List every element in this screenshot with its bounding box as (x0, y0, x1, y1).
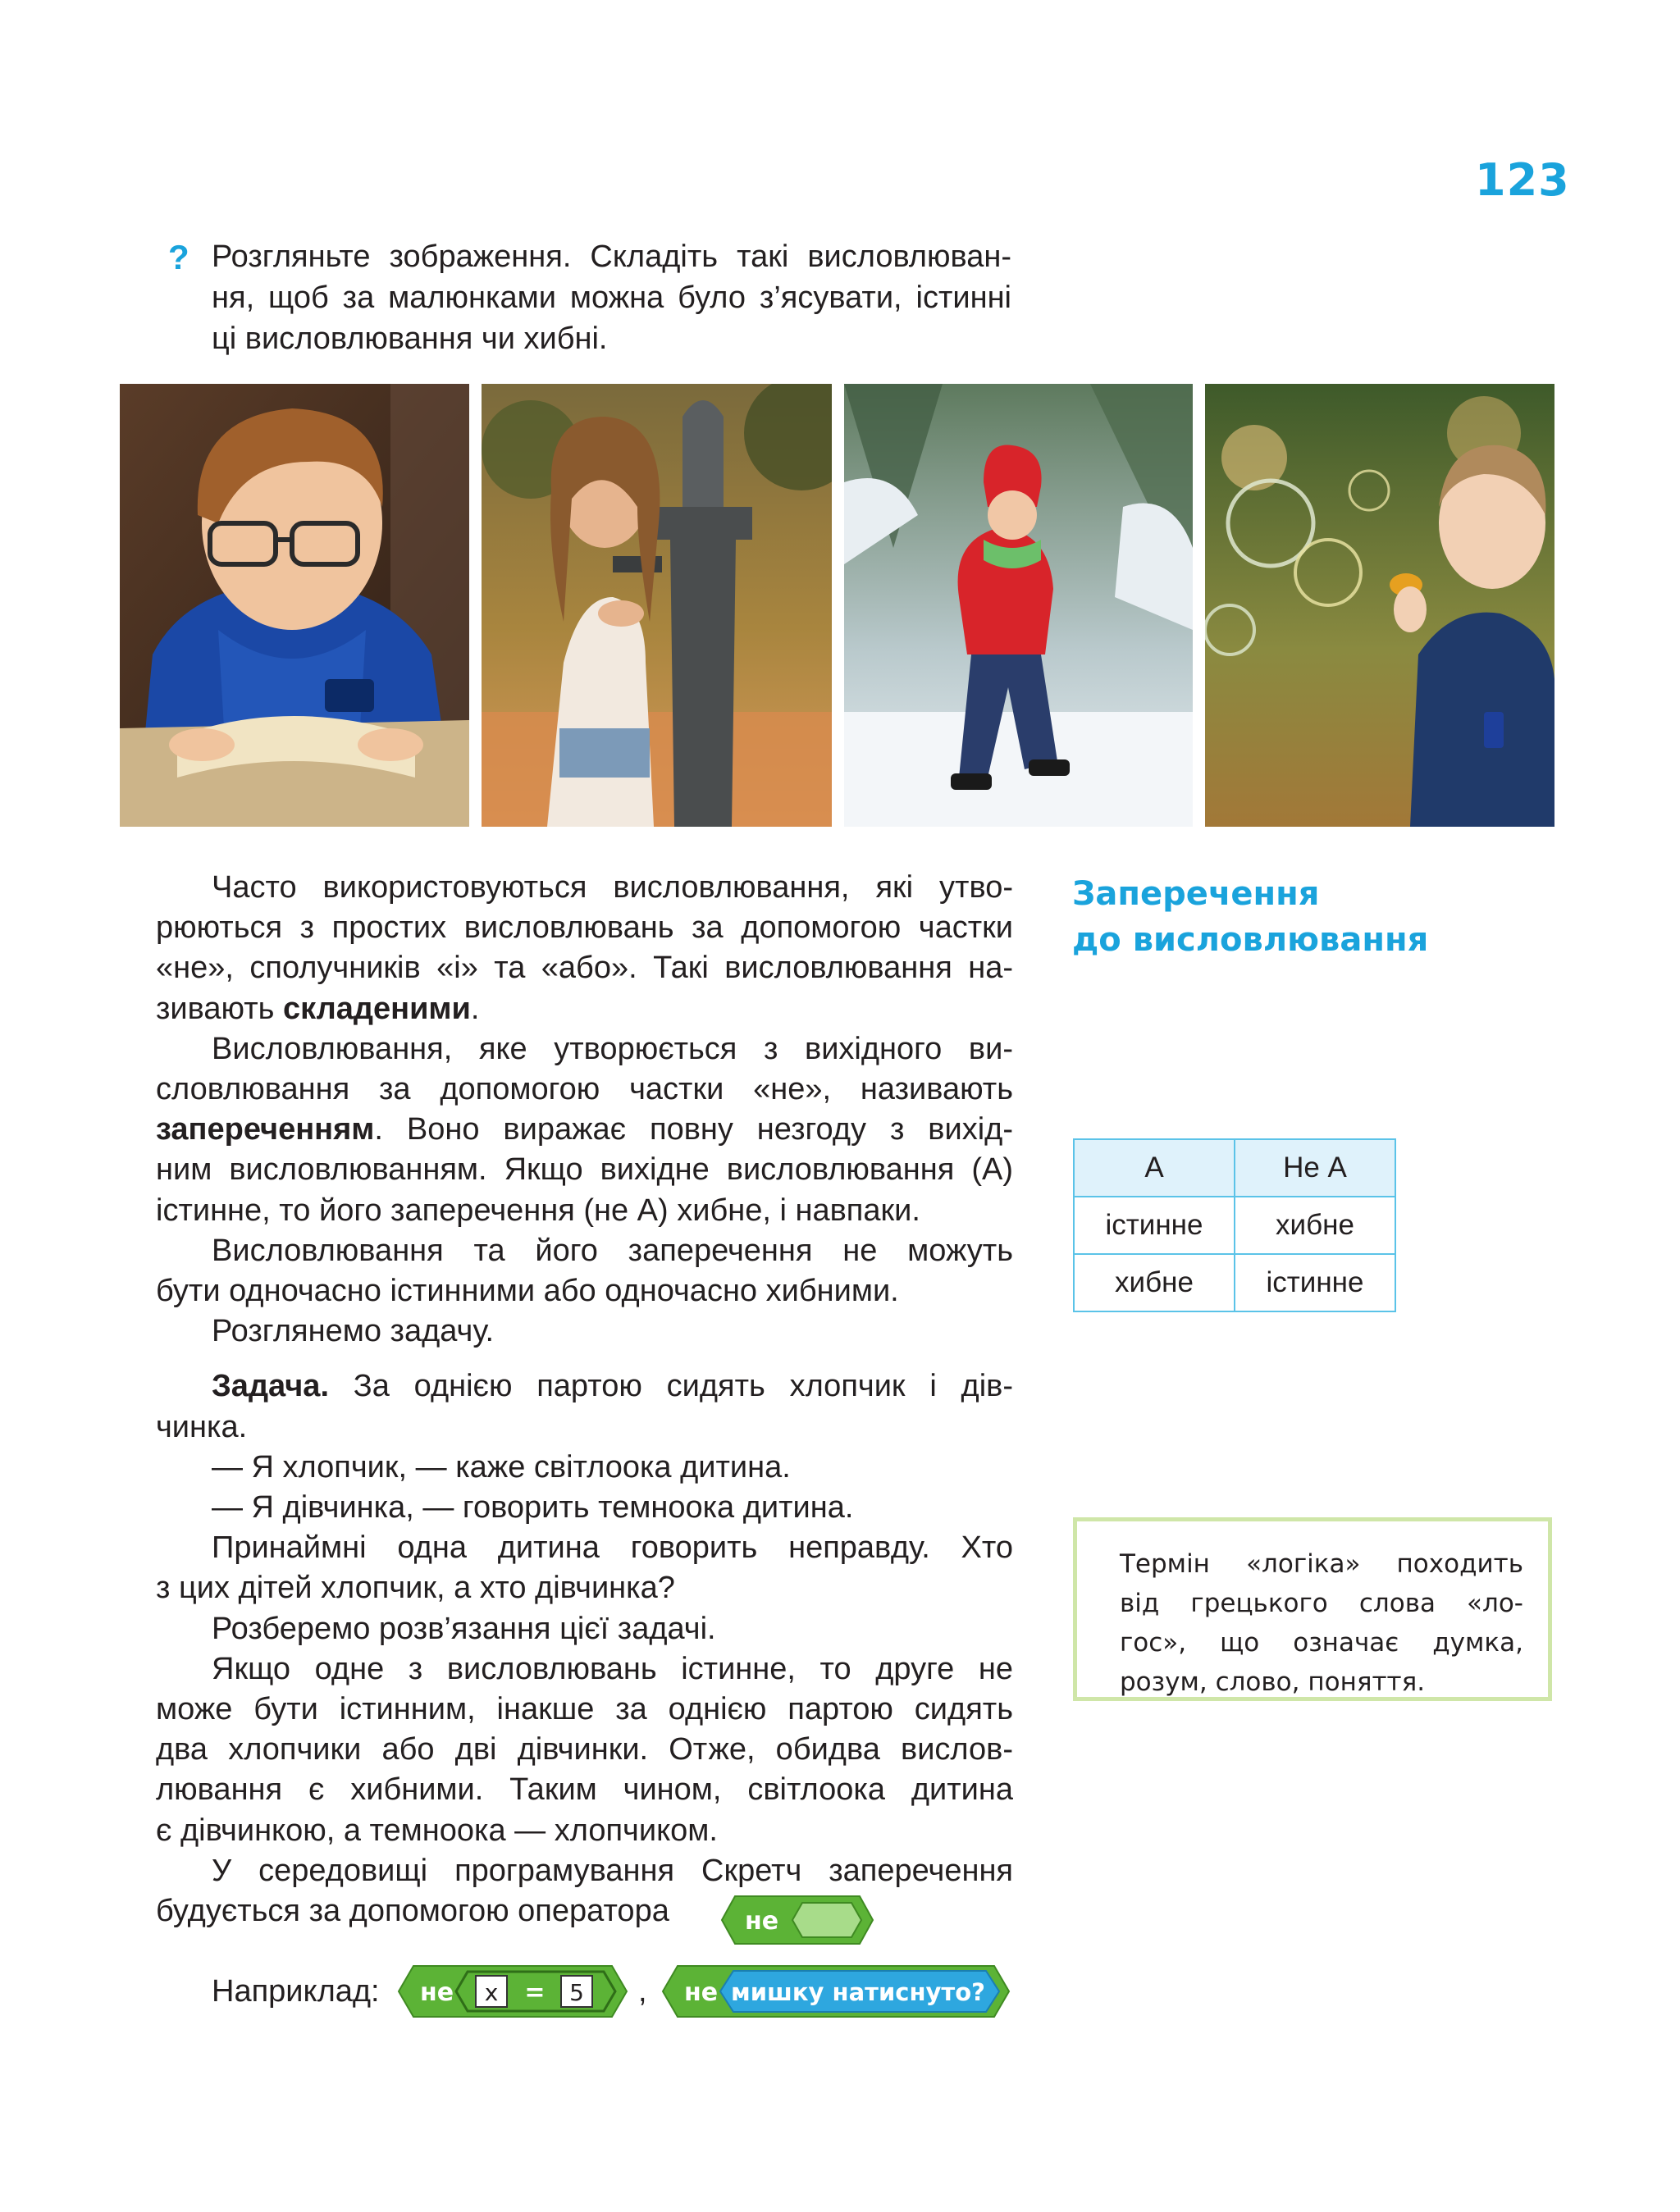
text-line: У середовищі програмування Скретч заперечення (212, 1853, 1013, 1888)
question-text (212, 236, 1011, 359)
note-line: гос», що означає думка, (1120, 1628, 1523, 1658)
table-header-cell: А (1074, 1139, 1235, 1197)
table-cell: істинне (1235, 1254, 1395, 1311)
text-line: Розглянемо задачу. (212, 1314, 495, 1349)
child-snow-photo (844, 384, 1193, 827)
paragraph-rule (156, 1231, 1013, 1311)
table-cell: хибне (1235, 1197, 1395, 1254)
text-line: Розберемо розв’язання цієї задачі. (212, 1611, 716, 1646)
text-line (156, 1366, 1013, 1407)
text-line: Висловлювання та його заперечення не можуть (212, 1233, 1013, 1268)
sidebar-heading-line: Заперечення (1072, 875, 1320, 913)
scratch-equals-sign: = (524, 1978, 546, 2007)
question-line: Розгляньте зображення. Складіть такі висловлюван- (212, 239, 1011, 274)
scratch-not-equals-block (397, 1964, 628, 2018)
table-header-cell: Не А (1235, 1139, 1395, 1197)
text-line: «не», сполучників «і» та «або». Такі висловлювання на- (156, 951, 1013, 986)
text-fragment: . (470, 991, 480, 1026)
text-fragment: будується за допомогою оператора (156, 1894, 669, 1929)
paragraph-intro-task (156, 1311, 1013, 1352)
text-line: чинка. (156, 1409, 248, 1444)
text-line: є дівчинкою, а темноока — хлопчиком. (156, 1813, 718, 1848)
question-mark-icon: ? (168, 238, 189, 276)
main-text (156, 868, 1013, 1932)
text-line: рюються з простих висловлювань за допомогою частки (156, 910, 1013, 946)
text-line: ним висловлюванням. Якщо вихідне висловлювання (А) (156, 1152, 1013, 1188)
sidebar-heading-line: до висловлювання (1072, 921, 1429, 959)
text-line: лювання є хибними. Таким чином, світлоока дитина (156, 1772, 1013, 1808)
scratch-empty-slot (792, 1903, 861, 1937)
page-number: 123 (1475, 154, 1570, 206)
note-line: Термін «логіка» походить (1120, 1549, 1523, 1579)
text-line: може бути істинним, інакше за однією партою сидять (156, 1692, 1013, 1727)
paragraph-compound (156, 868, 1013, 1029)
dialogue-line: — Я дівчинка, — говорить темноока дитина. (212, 1490, 854, 1526)
logic-term-note (1073, 1517, 1552, 1701)
text-line (156, 1891, 1013, 1932)
scratch-not-block (720, 1895, 874, 1945)
text-line (156, 989, 1013, 1029)
scratch-not-label: не (420, 1978, 454, 2007)
note-line: розум, слово, поняття. (1120, 1667, 1426, 1697)
text-line: Якщо одне з висловлювань істинне, то друге не (212, 1651, 1013, 1686)
text-fragment: зивають (156, 991, 283, 1026)
paragraph-negation (156, 1029, 1013, 1231)
text-line: бути одночасно істинними або одночасно хибними. (156, 1274, 899, 1309)
girl-fountain-photo (482, 384, 832, 827)
text-fragment: За однією партою сидять хлопчик і дів- (329, 1369, 1013, 1404)
text-line: Часто використовуються висловлювання, які утво- (212, 870, 1013, 905)
text-line: Принаймні одна дитина говорить неправду. Хто (212, 1530, 1013, 1566)
paragraph-task (156, 1366, 1013, 1932)
table-row (1074, 1254, 1395, 1311)
girl-bubbles-photo (1205, 384, 1554, 827)
term-negation: запереченням (156, 1112, 375, 1147)
text-line: істинне, то його заперечення (не А) хибне, і навпаки. (156, 1193, 920, 1228)
example-label: Наприклад: (212, 1974, 380, 2009)
table-cell: хибне (1074, 1254, 1235, 1311)
scratch-var-x: x (484, 1979, 499, 2006)
text-line (156, 1110, 1013, 1150)
question-line: ня, щоб за малюнками можна було з’ясувати, істинні (212, 280, 1011, 315)
table-cell: істинне (1074, 1197, 1235, 1254)
table-row (1074, 1197, 1395, 1254)
scratch-not-label: не (745, 1907, 779, 1936)
scratch-value: 5 (569, 1979, 584, 2006)
text-line: словлювання за допомогою частки «не», називають (156, 1072, 1013, 1107)
task-label: Задача. (212, 1369, 330, 1404)
scratch-not-mouse-block (661, 1964, 1011, 2018)
scratch-not-label: не (684, 1978, 719, 2007)
text-line: два хлопчики або дві дівчинки. Отже, обидва вислов- (156, 1732, 1013, 1767)
dialogue-line: — Я хлопчик, — каже світлоока дитина. (212, 1449, 791, 1485)
example-comma: , (638, 1974, 647, 2009)
scratch-mouse-down-label: мишку натиснуто? (731, 1978, 985, 2006)
note-line: від грецького слова «ло- (1120, 1589, 1523, 1618)
term-compound: складеними (282, 991, 471, 1026)
truth-table (1073, 1138, 1396, 1312)
sidebar-heading (1072, 871, 1428, 963)
table-header-row (1074, 1139, 1395, 1197)
text-fragment: . Воно виражає повну незгоду з вихід- (374, 1112, 1013, 1147)
text-line: Висловлювання, яке утворюється з вихідного ви- (212, 1031, 1013, 1066)
text-line: з цих дітей хлопчик, а хто дівчинка? (156, 1571, 675, 1606)
question-line: ці висловлювання чи хибні. (212, 322, 608, 356)
boy-reading-photo (120, 384, 469, 827)
